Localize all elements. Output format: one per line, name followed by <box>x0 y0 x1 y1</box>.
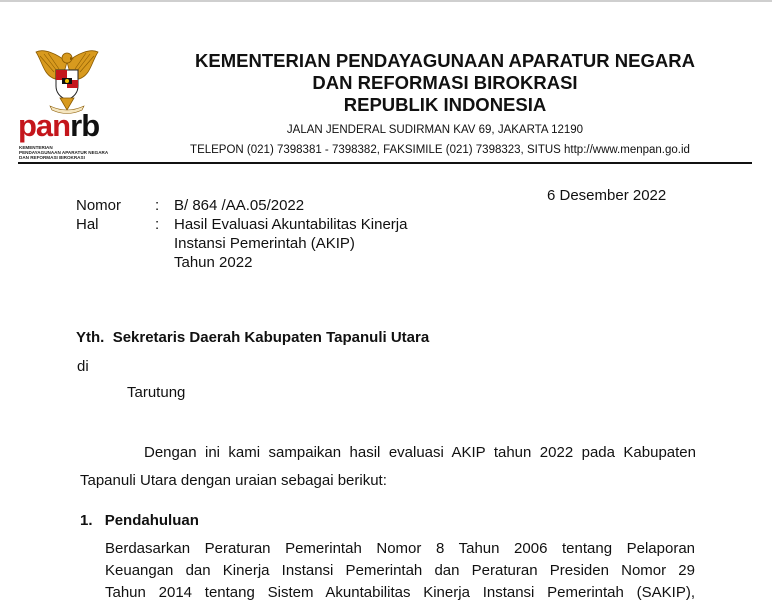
brand-wordmark <box>18 110 99 141</box>
letter-date: 6 Desember 2022 <box>547 187 667 204</box>
recipient-line <box>76 328 429 348</box>
hal-value-2: Instansi Pemerintah (AKIP) <box>174 235 355 252</box>
letterhead-line-3: REPUBLIK INDONESIA <box>343 94 547 115</box>
scan-edge <box>0 0 772 2</box>
brand-subtitle-2: PENDAYAGUNAAN APARATUR NEGARA <box>19 150 109 156</box>
letterhead-line-1: KEMENTERIAN PENDAYAGUNAAN APARATUR NEGARA <box>195 50 695 71</box>
hal-value-3: Tahun 2022 <box>174 254 253 271</box>
recipient-name: Sekretaris Daerah Kabupaten Tapanuli Utara <box>112 329 430 346</box>
brand-pan: pan <box>18 108 71 143</box>
garuda-emblem-icon <box>32 44 102 116</box>
nomor-label: Nomor <box>76 197 122 214</box>
intro-line-1: Dengan ini kami sampaikan hasil evaluasi AKIP tahun 2022 pada Kabupaten <box>144 444 696 461</box>
hal-colon: : <box>155 216 160 233</box>
brand-subtitle <box>19 145 129 161</box>
brand-subtitle-1: KEMENTERIAN <box>19 145 53 150</box>
para-line-3: Tahun 2014 tentang Sistem Akuntabilitas Kinerja Instansi Pemerintah (SAKIP), <box>105 584 695 601</box>
letterhead-contact: TELEPON (021) 7398381 - 7398382, FAKSIMILE (021) 7398323, SITUS http://www.menpan.go.id <box>190 144 690 156</box>
hal-label: Hal <box>76 216 99 233</box>
section-number: 1. <box>80 512 93 529</box>
letterhead-address: JALAN JENDERAL SUDIRMAN KAV 69, JAKARTA 12190 <box>286 124 584 136</box>
para-line-1: Berdasarkan Peraturan Pemerintah Nomor 8 Tahun 2006 tentang Pelaporan <box>105 540 695 557</box>
brand-subtitle-3: DAN REFORMASI BIROKRASI <box>19 155 85 161</box>
letterhead-title <box>150 50 740 116</box>
hal-value-1: Hasil Evaluasi Akuntabilitas Kinerja <box>174 216 408 233</box>
recipient-place: Tarutung <box>127 384 186 401</box>
recipient-di: di <box>77 358 89 375</box>
header-divider <box>18 162 752 164</box>
intro-line-2: Tapanuli Utara dengan uraian sebagai berikut: <box>80 472 387 489</box>
recipient-yth: Yth. <box>76 329 105 346</box>
nomor-value: B/ 864 /AA.05/2022 <box>174 197 305 214</box>
brand-rb: rb <box>70 108 100 143</box>
letterhead-line-2: DAN REFORMASI BIROKRASI <box>312 72 578 93</box>
nomor-colon: : <box>155 197 160 214</box>
panrb-logo <box>18 44 118 164</box>
section-heading <box>80 511 199 531</box>
section-title: Pendahuluan <box>104 512 199 529</box>
para-line-2: Keuangan dan Kinerja Instansi Pemerintah dan Peraturan Presiden Nomor 29 <box>105 562 695 579</box>
